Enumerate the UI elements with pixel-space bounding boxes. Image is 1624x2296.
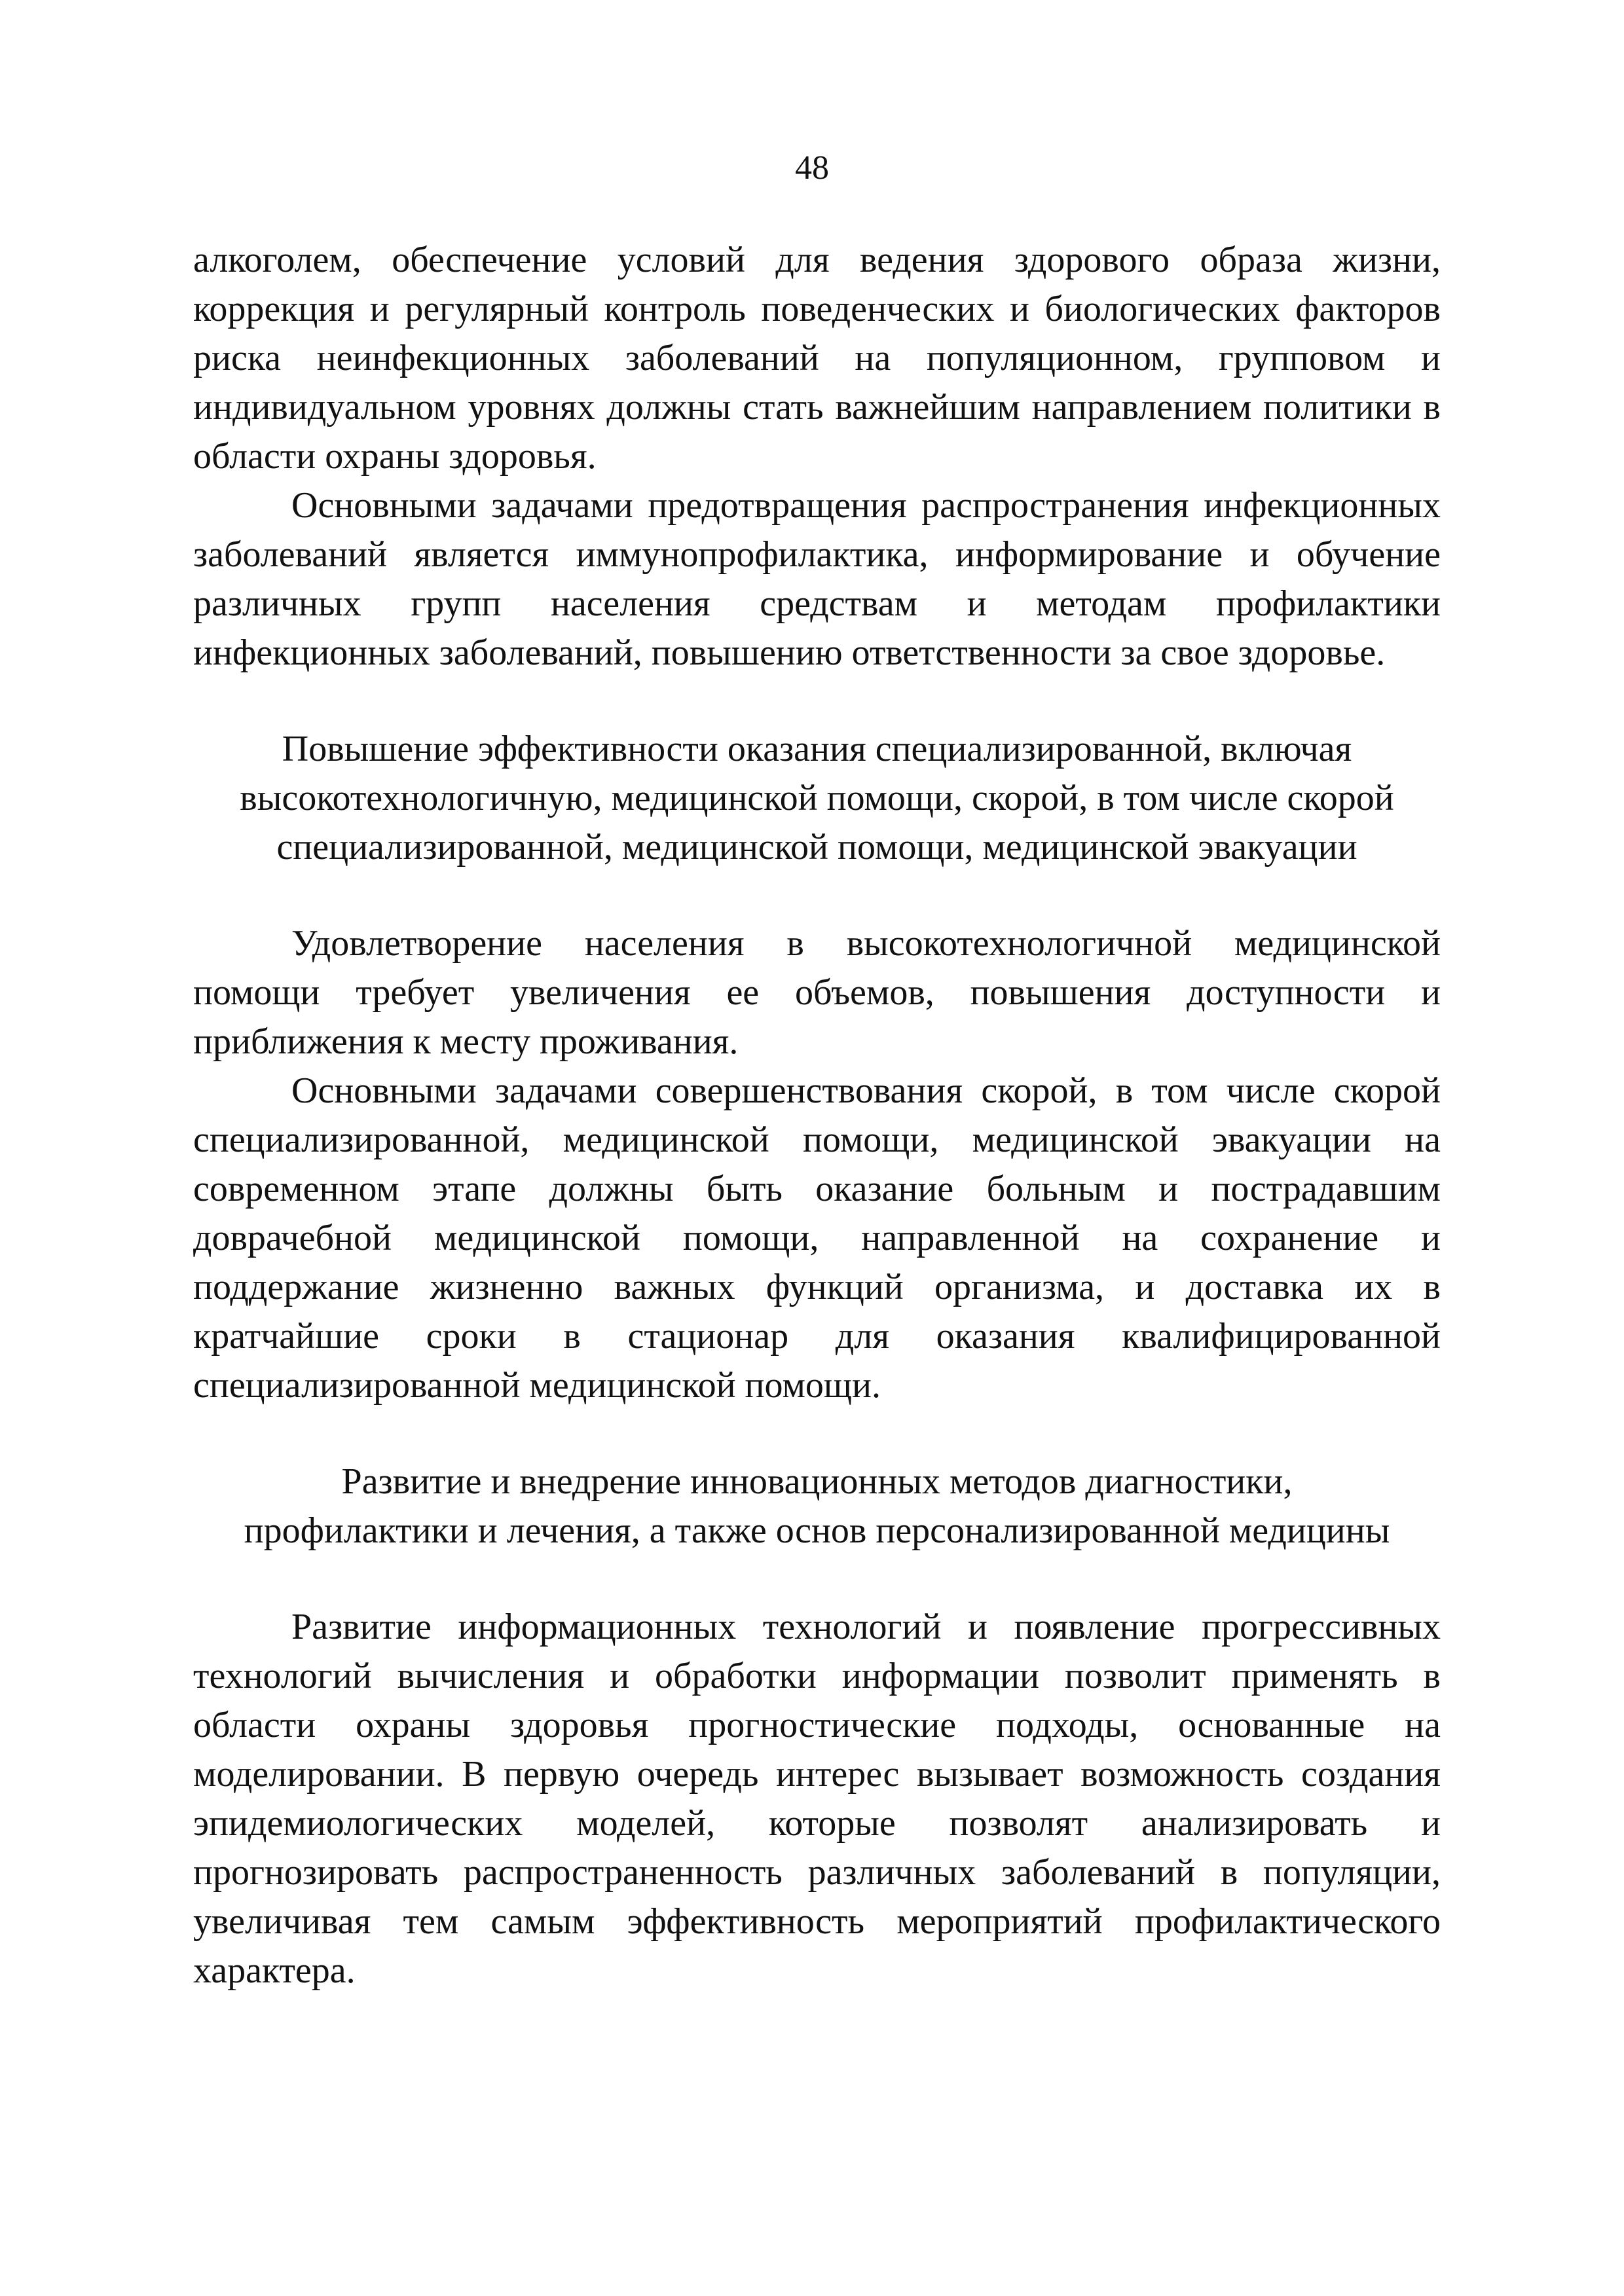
paragraph-emergency-care: Основными задачами совершенствования скорой, в том числе скорой специализированной, медицинской помощи, медицинской эвакуации на современном этапе должны быть оказание больным и пострадавшим доврачебной медицинской помощи, направленной на сохранение и поддержание жизненно важных функций организма, и доставка их в кратчайшие сроки в стационар для оказания квалифицированной специализированной медицинской помощи. — [193, 1070, 1441, 1406]
heading-line: Повышение эффективности оказания специализированной, включая — [282, 729, 1352, 769]
heading-line: профилактики и лечения, а также основ персонализированной медицины — [244, 1510, 1390, 1551]
section-heading-specialized-care — [193, 725, 1441, 872]
heading-line: высокотехнологичную, медицинской помощи, скорой, в том числе скорой — [240, 778, 1394, 818]
paragraph-information-technologies: Развитие информационных технологий и появление прогрессивных технологий вычисления и обработки информации позволит применять в области охраны здоровья прогностические подходы, основанные на моделировании. В первую очередь интерес вызывает возможность создания эпидемиологических моделей, которые позволят анализировать и прогнозировать распространенность различных заболеваний в популяции, увеличивая тем самым эффективность мероприятий профилактического характера. — [193, 1607, 1441, 1991]
document-body — [193, 236, 1441, 1995]
paragraph-continuation: алкоголем, обеспечение условий для ведения здорового образа жизни, коррекция и регулярный контроль поведенческих и биологических факторов риска неинфекционных заболеваний на популяционном, групповом и индивидуальном уровнях должны стать важнейшим направлением политики в области охраны здоровья. — [193, 240, 1441, 477]
paragraph-high-tech-care: Удовлетворение населения в высокотехнологичной медицинской помощи требует увеличения ее объемов, повышения доступности и приближения к месту проживания. — [193, 923, 1441, 1062]
heading-line: Развитие и внедрение инновационных методов диагностики, — [341, 1461, 1293, 1502]
page-number: 48 — [795, 149, 829, 187]
heading-line: специализированной, медицинской помощи, медицинской эвакуации — [276, 827, 1357, 867]
paragraph-infectious-diseases: Основными задачами предотвращения распространения инфекционных заболеваний является иммунопрофилактика, информирование и обучение различных групп населения средствам и методам профилактики инфекционных заболеваний, повышению ответственности за свое здоровье. — [193, 485, 1441, 673]
section-heading-innovative-methods — [193, 1457, 1441, 1556]
